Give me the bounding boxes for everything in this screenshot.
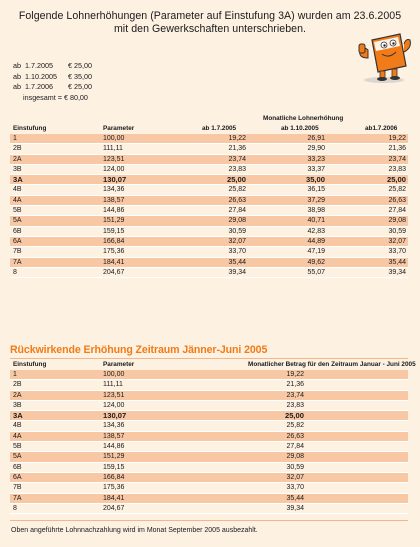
raise-row [13,61,123,72]
table-cell: 23,74 [286,391,304,399]
table-cell: 33,70 [228,248,246,256]
table-cell: 138,57 [103,432,125,440]
section-title: Rückwirkende Erhöhung Zeitraum Jänner-Juni 2005 [10,344,268,356]
table-cell: 25,82 [228,186,246,194]
table-cell: 39,34 [286,504,304,512]
table-row [10,380,408,390]
table-cell: 21,36 [286,381,304,389]
table-cell: 4B [13,186,22,194]
table-cell: 5B [13,207,22,215]
table-cell: 33,70 [388,248,406,256]
raise-amount: € 35,00 [68,71,92,81]
table-cell: 138,57 [103,196,125,204]
table-cell: 2A [13,391,22,399]
table-cell: 151,29 [103,217,125,225]
table-cell: 4A [13,196,22,204]
table-row [10,185,408,195]
table-body [10,370,408,514]
table-cell: 29,90 [307,145,325,153]
table-row [10,463,408,473]
column-header: ab 1.7.2005 [202,125,237,132]
table-cell: 26,63 [228,196,246,204]
table-row [10,227,408,237]
table-header-row [10,361,416,370]
table-cell: 32,07 [228,237,246,245]
table-cell: 36,15 [307,186,325,194]
table-cell: 4A [13,432,22,440]
table-cell: 159,15 [103,227,125,235]
table-cell: 5A [13,217,22,225]
table-cell: 123,51 [103,391,125,399]
table-row [10,411,408,421]
table-cell: 39,34 [388,268,406,276]
table-row [10,432,408,442]
table-row [10,196,408,206]
table-row [10,175,408,185]
table-row [10,494,408,504]
table-cell: 3B [13,165,22,173]
table-cell: 8 [13,504,17,512]
table-row [10,134,408,144]
table-cell: 6A [13,473,22,481]
table-cell: 134,36 [103,422,125,430]
column-header: Parameter [103,125,135,132]
table-cell: 7A [13,494,22,502]
table-cell: 25,82 [286,422,304,430]
raise-row [13,82,123,93]
divider [10,520,408,521]
table-cell: 39,34 [228,268,246,276]
table-cell: 5A [13,453,22,461]
group-header-label: Monatliche Lohnerhöhung [263,115,344,122]
table-cell: 55,07 [307,268,325,276]
table-body [10,134,408,278]
table-cell: 144,86 [103,207,125,215]
table-row [10,452,408,462]
table-group-header [10,115,408,125]
raise-prefix: ab [13,61,21,70]
raise-prefix: ab [13,71,21,81]
table-row [10,258,408,268]
table-cell: 7B [13,484,22,492]
column-header: Parameter [103,361,135,368]
table-cell: 184,41 [103,494,125,502]
table-cell: 124,00 [103,401,125,409]
table-cell: 21,36 [388,145,406,153]
table-cell: 23,83 [228,165,246,173]
table-cell: 134,36 [103,186,125,194]
table-cell: 33,37 [307,165,325,173]
raise-amount: € 25,00 [68,82,92,91]
table-row [10,370,408,380]
table-cell: 123,51 [103,155,125,163]
table-cell: 44,89 [307,237,325,245]
table-cell: 111,11 [103,381,123,389]
retroactive-table [10,361,416,514]
table-cell: 19,22 [286,371,304,378]
table-row [10,144,408,154]
title-line-1: Folgende Lohnerhöhungen (Parameter auf Einstufung 3A) wurden am 23.6.2005 [18,10,402,22]
table-cell: 204,67 [103,268,125,276]
raise-amount: € 25,00 [68,61,92,70]
table-row [10,391,408,401]
table-cell: 47,19 [307,248,325,256]
table-cell: 42,83 [307,227,325,235]
table-cell: 6A [13,237,22,245]
table-cell: 27,84 [228,207,246,215]
table-cell: 29,08 [228,217,246,225]
table-cell: 30,59 [388,227,406,235]
table-cell: 30,59 [228,227,246,235]
table-row [10,401,408,411]
column-header: ab 1.10.2005 [281,125,319,132]
table-cell: 175,36 [103,484,125,492]
table-row [10,442,408,452]
column-header: Monatlicher Betrag für den Zeitraum Januar - Juni 2005 [248,361,416,368]
table-cell: 38,98 [307,207,325,215]
table-cell: 175,36 [103,248,125,256]
table-cell: 40,71 [307,217,325,225]
table-cell: 2B [13,145,22,153]
table-row [10,247,408,257]
table-cell: 5B [13,443,22,451]
table-cell: 130,07 [103,175,127,185]
table-cell: 26,63 [286,432,304,440]
table-cell: 21,36 [228,145,246,153]
table-row [10,473,408,483]
table-cell: 100,00 [103,371,125,378]
table-row [10,206,408,216]
raise-date: 1.7.2006 [25,82,53,91]
raise-prefix: ab [13,82,21,91]
table-cell: 184,41 [103,258,125,266]
table-cell: 166,84 [103,473,125,481]
table-cell: 25,00 [226,175,246,185]
table-row [10,504,408,514]
title-line-2: mit den Gewerkschaften unterschrieben. [113,23,307,35]
raise-date: 1.7.2005 [25,61,53,70]
table-cell: 32,07 [286,473,304,481]
table-cell: 2A [13,155,22,163]
table-cell: 144,86 [103,443,125,451]
table-cell: 35,44 [228,258,246,266]
table-cell: 3A [13,411,23,421]
table-cell: 33,70 [286,484,304,492]
table-cell: 23,83 [388,165,406,173]
raise-row [13,72,123,83]
table-header-row [10,125,408,134]
table-cell: 33,23 [307,155,325,163]
column-header: ab1.7.2006 [365,125,398,132]
table-cell: 159,15 [103,463,125,471]
table-cell: 6B [13,463,22,471]
table-cell: 7A [13,258,22,266]
table-cell: 29,08 [286,453,304,461]
table-cell: 7B [13,248,22,256]
table-row [10,165,408,175]
wage-increase-table [10,115,408,278]
table-row [10,421,408,431]
table-cell: 27,84 [388,207,406,215]
table-cell: 29,08 [388,217,406,225]
column-header: Einstufung [13,125,47,132]
table-cell: 2B [13,381,22,389]
table-cell: 111,11 [103,145,123,153]
table-row [10,216,408,226]
table-cell: 35,44 [388,258,406,266]
table-cell: 25,00 [386,175,406,185]
table-cell: 30,59 [286,463,304,471]
table-cell: 1 [13,371,17,378]
divider [10,358,408,359]
table-cell: 23,74 [228,155,246,163]
table-row [10,483,408,493]
table-cell: 26,91 [307,135,325,142]
table-cell: 6B [13,227,22,235]
column-header: Einstufung [13,361,47,368]
raise-total-row [13,93,123,104]
thumbs-up-mascot-icon [354,22,414,84]
table-cell: 37,29 [307,196,325,204]
table-cell: 26,63 [388,196,406,204]
table-cell: 204,67 [103,504,125,512]
table-cell: 124,00 [103,165,125,173]
table-cell: 130,07 [103,411,127,421]
table-cell: 35,44 [286,494,304,502]
table-cell: 32,07 [388,237,406,245]
table-cell: 8 [13,268,17,276]
raise-total: insgesamt = € 80,00 [23,92,88,102]
table-cell: 49,62 [307,258,325,266]
table-cell: 1 [13,135,17,142]
table-row [10,268,408,278]
table-cell: 23,83 [286,401,304,409]
table-cell: 23,74 [388,155,406,163]
table-cell: 25,82 [388,186,406,194]
raise-date: 1.10.2005 [25,71,57,81]
table-cell: 19,22 [228,135,246,142]
footer-note: Oben angeführte Lohnnachzahlung wird im Monat September 2005 ausbezahlt. [11,527,258,534]
table-cell: 166,84 [103,237,125,245]
table-cell: 3B [13,401,22,409]
table-cell: 19,22 [388,135,406,142]
table-cell: 35,00 [305,175,325,185]
table-cell: 151,29 [103,453,125,461]
table-row [10,155,408,165]
table-cell: 4B [13,422,22,430]
table-row [10,237,408,247]
raise-summary [13,61,123,103]
table-cell: 3A [13,175,23,185]
table-cell: 25,00 [284,411,304,421]
table-cell: 100,00 [103,135,125,142]
table-cell: 27,84 [286,443,304,451]
